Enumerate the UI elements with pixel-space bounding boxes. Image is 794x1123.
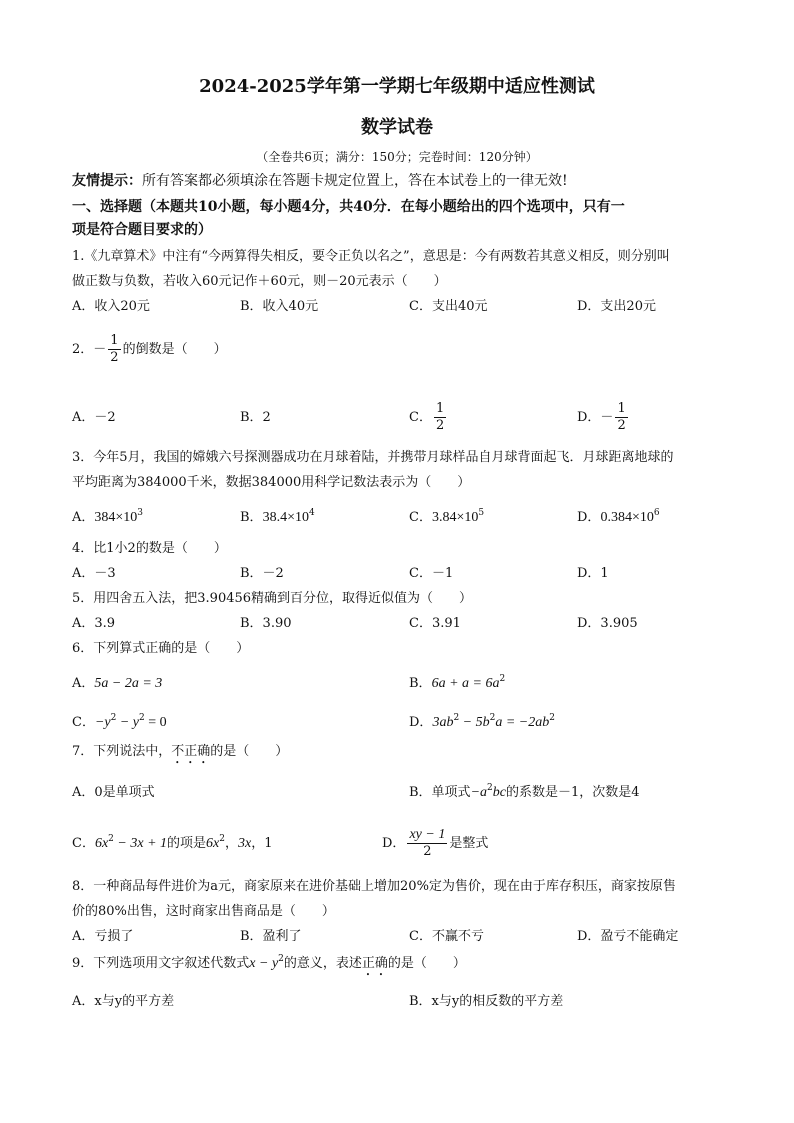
exam-title: 2024-2025学年第一学期七年级期中适应性测试 — [199, 76, 595, 97]
q3-option-d-base: 0.384×10 — [600, 510, 654, 525]
q6-option-b-expr: 6a + a = 6a — [431, 676, 500, 691]
q3-option-a — [72, 509, 143, 527]
q3-option-d-label: D． — [577, 510, 601, 525]
q7-stem-emphasis: 不正确 — [171, 744, 211, 759]
q2-option-c-den: 2 — [435, 418, 445, 433]
q3-option-d — [577, 509, 660, 527]
q3-option-b-exp: 4 — [308, 508, 315, 518]
q3-option-b-base: 38.4×10 — [262, 510, 309, 525]
exam-subtitle: 数学试卷 — [361, 117, 433, 138]
q7-stem — [72, 743, 288, 767]
q8-stem-line2: 价的80%出售，这时商家出售商品是（ ） — [72, 904, 335, 919]
q5-option-d: D．3.905 — [577, 616, 638, 631]
q3-option-a-base: 384×10 — [94, 510, 138, 525]
q9-stem-emphasis: 正确 — [361, 956, 388, 971]
q1-option-d: D．支出20元 — [577, 299, 656, 314]
q7-option-c-expr1: 6x — [94, 836, 109, 851]
q2-option-d-num: 1 — [617, 401, 626, 416]
q9-stem-exp: 2 — [278, 954, 284, 964]
q9-stem-expr: x − y — [249, 956, 279, 971]
q8-option-d: D．盈亏不能确定 — [577, 929, 679, 944]
q7-option-b-expr2: bc — [492, 785, 506, 800]
q2-fraction — [108, 333, 120, 366]
exam-info: （全卷共6页；满分：150分；完卷时间：120分钟） — [256, 150, 538, 164]
q1-stem-line1: 1.《九章算术》中注有“今两算得失相反，要令正负以名之”，意思是：今有两数若其意义相反，则分别叫 — [72, 249, 670, 264]
q6-option-a — [72, 675, 162, 693]
q4-option-a: A．－3 — [72, 566, 116, 581]
q9-stem-pre: 9．下列选项用文字叙述代数式 — [72, 956, 250, 971]
q7-stem-post: 的是（ ） — [210, 744, 289, 759]
q1-option-a: A．收入20元 — [72, 299, 150, 314]
q8-option-a: A．亏损了 — [72, 929, 134, 944]
q3-option-c-label: C． — [409, 510, 432, 525]
q3-stem-line2: 平均距离为384000千米，数据384000用科学记数法表示为（ ） — [72, 475, 471, 490]
section-heading-line2: 项是符合题目要求的） — [72, 222, 212, 238]
q9-stem-post: 的是（ ） — [387, 956, 466, 971]
q5-option-c: C．3.91 — [409, 616, 461, 631]
q6-option-c-expr1: −y — [94, 715, 111, 730]
q3-option-c-base: 3.84×10 — [431, 510, 479, 525]
q6-option-c-label: C． — [72, 715, 95, 730]
q6-option-d-exp2: 2 — [489, 713, 496, 723]
q7-option-d-label: D． — [382, 836, 406, 851]
q7-option-d-fraction — [407, 827, 447, 860]
q7-option-c-exp3: 2 — [219, 834, 225, 844]
q9-stem — [72, 955, 466, 979]
notice — [72, 172, 568, 190]
q6-option-a-expr: 5a − 2a = 3 — [94, 676, 163, 691]
q6-option-d-expr3: a = −2ab — [495, 715, 550, 730]
q6-option-b-label: B． — [409, 676, 432, 691]
q3-option-a-label: A． — [72, 510, 95, 525]
q7-option-c-expr3: 6x — [206, 836, 220, 851]
q8-option-c: C．不赢不亏 — [409, 929, 484, 944]
q9-stem-mid: 的意义，表述 — [283, 956, 362, 971]
q6-stem: 6．下列算式正确的是（ ） — [72, 641, 250, 656]
q5-stem: 5．用四舍五入法，把3.90456精确到百分位，取得近似值为（ ） — [72, 591, 473, 606]
q8-option-b: B．盈利了 — [240, 929, 302, 944]
q7-option-d — [382, 826, 488, 862]
section-heading-line1: 一、选择题（本题共10小题，每小题4分，共40分．在每小题给出的四个选项中，只有一 — [72, 199, 625, 215]
q7-option-c-text1: 的项是 — [167, 836, 207, 851]
q1-option-b: B．收入40元 — [240, 299, 319, 314]
q2-option-c-num: 1 — [435, 401, 445, 416]
q2-option-d-den: 2 — [617, 418, 626, 433]
q6-option-d — [409, 714, 555, 732]
q7-option-d-den: 2 — [423, 844, 432, 859]
q7-option-b-expr1: −a — [470, 785, 488, 800]
q6-option-c — [72, 714, 167, 732]
q6-option-c-exp1: 2 — [110, 713, 117, 723]
q6-option-d-exp1: 2 — [453, 713, 460, 723]
q2-option-d — [577, 400, 630, 436]
q6-option-c-expr2: − y — [116, 715, 140, 730]
q2-option-c-label: C． — [409, 410, 432, 425]
q7-option-b — [409, 784, 640, 802]
q7-option-c-label: C． — [72, 836, 95, 851]
q2-prefix: 2．－ — [72, 342, 107, 357]
q6-option-d-expr2: − 5b — [459, 715, 490, 730]
notice-label: 友情提示： — [72, 173, 142, 189]
q6-option-d-expr1: 3ab — [432, 715, 454, 730]
q1-stem-line2: 做正数与负数，若收入60元记作＋60元，则－20元表示（ ） — [72, 274, 447, 289]
q7-stem-pre: 7．下列说法中， — [72, 744, 172, 759]
q8-stem-line1: 8．一种商品每件进价为a元，商家原来在进价基础上增加20%定为售价，现在由于库存积压，商家按原售 — [72, 879, 676, 894]
q3-option-c-exp: 5 — [478, 508, 485, 518]
q6-option-c-expr3: = 0 — [144, 715, 167, 730]
q6-option-b-exp: 2 — [499, 674, 506, 684]
q5-option-a: A．3.9 — [72, 616, 116, 631]
q6-option-d-label: D． — [409, 715, 433, 730]
q6-option-c-exp2: 2 — [139, 713, 145, 723]
q7-option-b-label: B．单项式 — [409, 785, 471, 800]
q7-option-c-exp1: 2 — [108, 834, 114, 844]
q4-option-b: B．－2 — [240, 566, 284, 581]
q2-option-d-label: D．－ — [577, 410, 614, 425]
q2-option-c-fraction — [434, 401, 446, 434]
q4-stem: 4．比1小2的数是（ ） — [72, 541, 227, 556]
q4-option-d: D．1 — [577, 566, 609, 581]
q2-option-d-fraction — [615, 401, 627, 434]
q7-option-a: A．0是单项式 — [72, 785, 155, 800]
q3-option-b-label: B． — [240, 510, 263, 525]
q3-option-d-exp: 6 — [653, 508, 660, 518]
q7-option-b-exp: 2 — [487, 783, 493, 793]
q7-option-c-text3: ，1 — [251, 836, 273, 851]
q2-stem — [72, 332, 227, 368]
q7-option-d-num: xy − 1 — [409, 827, 446, 842]
q9-option-a: A．x与y的平方差 — [72, 994, 175, 1009]
q2-frac-num: 1 — [110, 333, 119, 348]
q4-option-c: C．－1 — [409, 566, 454, 581]
q2-frac-den: 2 — [110, 350, 119, 365]
q3-option-a-exp: 3 — [137, 508, 144, 518]
q2-suffix: 的倒数是（ ） — [122, 342, 227, 357]
q7-option-c — [72, 826, 273, 862]
q7-option-c-text2: ， — [224, 836, 238, 851]
q6-option-d-exp3: 2 — [549, 713, 555, 723]
q3-option-c — [409, 509, 484, 527]
q3-stem-line1: 3．今年5月，我国的嫦娥六号探测器成功在月球着陆，并携带月球样品自月球背面起飞．月球距离地球的 — [72, 450, 674, 465]
q7-option-b-text: 的系数是－1，次数是4 — [505, 785, 640, 800]
q6-option-a-label: A． — [72, 676, 95, 691]
q7-option-d-text: 是整式 — [449, 836, 489, 851]
q7-option-c-expr2: − 3x + 1 — [113, 836, 168, 851]
q7-option-c-expr4: 3x — [238, 836, 252, 851]
q3-option-b — [240, 509, 315, 527]
q2-option-c — [409, 400, 448, 436]
q2-option-b: B．2 — [240, 410, 271, 425]
q5-option-b: B．3.90 — [240, 616, 292, 631]
q6-option-b — [409, 675, 505, 693]
q2-option-a: A．－2 — [72, 410, 116, 425]
q1-option-c: C．支出40元 — [409, 299, 488, 314]
notice-text: 所有答案都必须填涂在答题卡规定位置上，答在本试卷上的一律无效! — [142, 173, 568, 189]
q9-option-b: B．x与y的相反数的平方差 — [409, 994, 564, 1009]
